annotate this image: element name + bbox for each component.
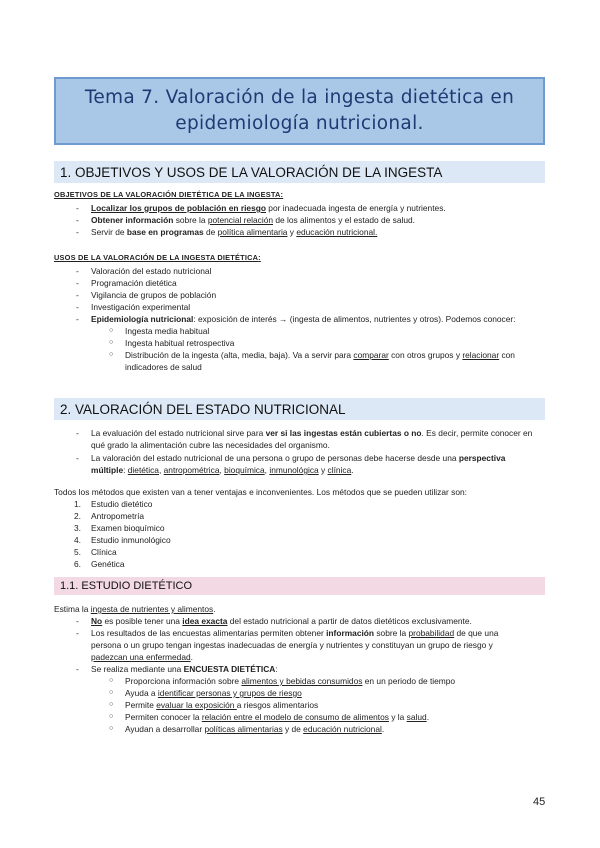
dietetic-intro: Estima la ingesta de nutrientes y alimentos. <box>54 604 216 614</box>
method-1: Estudio dietético <box>91 499 153 509</box>
sub-use-3-cont: indicadores de salud <box>125 362 202 372</box>
bullet-circle: ○ <box>109 689 114 696</box>
para-1: La evaluación del estado nutricional sirve para ver si las ingestas están cubiertas o no. Es decir, permite conocer en <box>91 428 533 438</box>
bullet-dash: - <box>76 616 79 626</box>
uses-header: USOS DE LA VALORACIÓN DE LA INGESTA DIETÉTICA: <box>54 253 261 262</box>
section-2-heading: 2. VALORACIÓN DEL ESTADO NUTRICIONAL <box>54 398 545 420</box>
use-3: Vigilancia de grupos de población <box>91 290 217 300</box>
dietetic-point-2: Los resultados de las encuestas alimentarias permiten obtener información sobre la probabilidad de que una <box>91 628 499 638</box>
method-6: Genética <box>91 559 125 569</box>
sub-use-2: Ingesta habitual retrospectiva <box>125 338 235 348</box>
sub-use-3: Distribución de la ingesta (alta, media, baja). Va a servir para comparar con otros grupos y relacionar con <box>125 350 515 360</box>
title-line-1: Tema 7. Valoración de la ingesta dietética en <box>84 87 515 108</box>
bullet-dash: - <box>76 302 79 312</box>
para-2-cont: múltiple: dietética, antropométrica, bioquímica, inmunológica y clínica. <box>91 465 354 475</box>
bullet-dash: - <box>76 453 79 463</box>
method-5: Clínica <box>91 547 117 557</box>
method-4: Estudio inmunológico <box>91 535 171 545</box>
bullet-dash: - <box>76 290 79 300</box>
list-number: 1. <box>74 499 81 509</box>
bullet-dash: - <box>76 428 79 438</box>
survey-item-3: Permite evaluar la exposición a riesgos alimentarios <box>125 700 319 710</box>
dietetic-point-2-cont2: padezcan una enfermedad. <box>91 652 193 662</box>
dietetic-point-2-cont: persona o un grupo tengan ingestas inadecuadas de energía y nutrientes y constituyan un grupo de riesgo y <box>91 640 493 650</box>
section-1-heading: 1. OBJETIVOS Y USOS DE LA VALORACIÓN DE LA INGESTA <box>54 161 545 183</box>
use-2: Programación dietética <box>91 278 177 288</box>
survey-item-2: Ayuda a identificar personas y grupos de riesgo <box>125 688 302 698</box>
bullet-circle: ○ <box>109 351 114 358</box>
bullet-circle: ○ <box>109 713 114 720</box>
dietetic-point-1: No es posible tener una idea exacta del estado nutricional a partir de datos dietéticos exclusivamente. <box>91 616 472 626</box>
bullet-circle: ○ <box>109 677 114 684</box>
use-4: Investigación experimental <box>91 302 191 312</box>
page-title <box>54 77 545 145</box>
list-number: 4. <box>74 535 81 545</box>
bullet-dash: - <box>76 664 79 674</box>
objective-1: Localizar los grupos de población en riesgo por inadecuada ingesta de energía y nutrientes. <box>91 203 446 213</box>
bullet-circle: ○ <box>109 701 114 708</box>
survey-item-1: Proporciona información sobre alimentos y bebidas consumidos en un periodo de tiempo <box>125 676 456 686</box>
use-1: Valoración del estado nutricional <box>91 266 212 276</box>
list-number: 5. <box>74 547 81 557</box>
objectives-header: OBJETIVOS DE LA VALORACIÓN DIETÉTICA DE LA INGESTA: <box>54 190 284 199</box>
dietetic-point-3: Se realiza mediante una ENCUESTA DIETÉTICA: <box>91 664 278 674</box>
para-1-cont: qué grado la alimentación cubre las necesidades del organismo. <box>91 440 330 450</box>
objective-3: Servir de base en programas de política alimentaria y educación nutricional. <box>91 227 378 237</box>
bullet-dash: - <box>76 203 79 213</box>
bullet-dash: - <box>76 314 79 324</box>
methods-intro: Todos los métodos que existen van a tener ventajas e inconvenientes. Los métodos que se pueden utilizar son: <box>54 487 467 497</box>
bullet-dash: - <box>76 266 79 276</box>
bullet-dash: - <box>76 215 79 225</box>
page-number: 45 <box>533 796 546 808</box>
sub-use-1: Ingesta media habitual <box>125 326 210 336</box>
method-2: Antropometría <box>91 511 145 521</box>
method-3: Examen bioquímico <box>91 523 165 533</box>
bullet-dash: - <box>76 227 79 237</box>
bullet-circle: ○ <box>109 339 114 346</box>
objective-2: Obtener información sobre la potencial relación de los alimentos y el estado de salud. <box>91 215 416 225</box>
list-number: 3. <box>74 523 81 533</box>
survey-item-4: Permiten conocer la relación entre el modelo de consumo de alimentos y la salud. <box>125 712 430 722</box>
bullet-dash: - <box>76 278 79 288</box>
bullet-circle: ○ <box>109 725 114 732</box>
list-number: 2. <box>74 511 81 521</box>
bullet-dash: - <box>76 628 79 638</box>
para-2: La valoración del estado nutricional de una persona o grupo de personas debe hacerse desde una perspectiva <box>91 453 506 463</box>
title-line-2: epidemiología nutricional. <box>175 113 424 134</box>
use-5: Epidemiología nutricional: exposición de interés → (ingesta de alimentos, nutrientes y otros). Podemos conocer: <box>91 314 516 324</box>
list-number: 6. <box>74 559 81 569</box>
subsection-heading: 1.1. ESTUDIO DIETÉTICO <box>54 577 545 595</box>
survey-item-5: Ayudan a desarrollar políticas alimentarias y de educación nutricional. <box>125 724 385 734</box>
bullet-circle: ○ <box>109 327 114 334</box>
